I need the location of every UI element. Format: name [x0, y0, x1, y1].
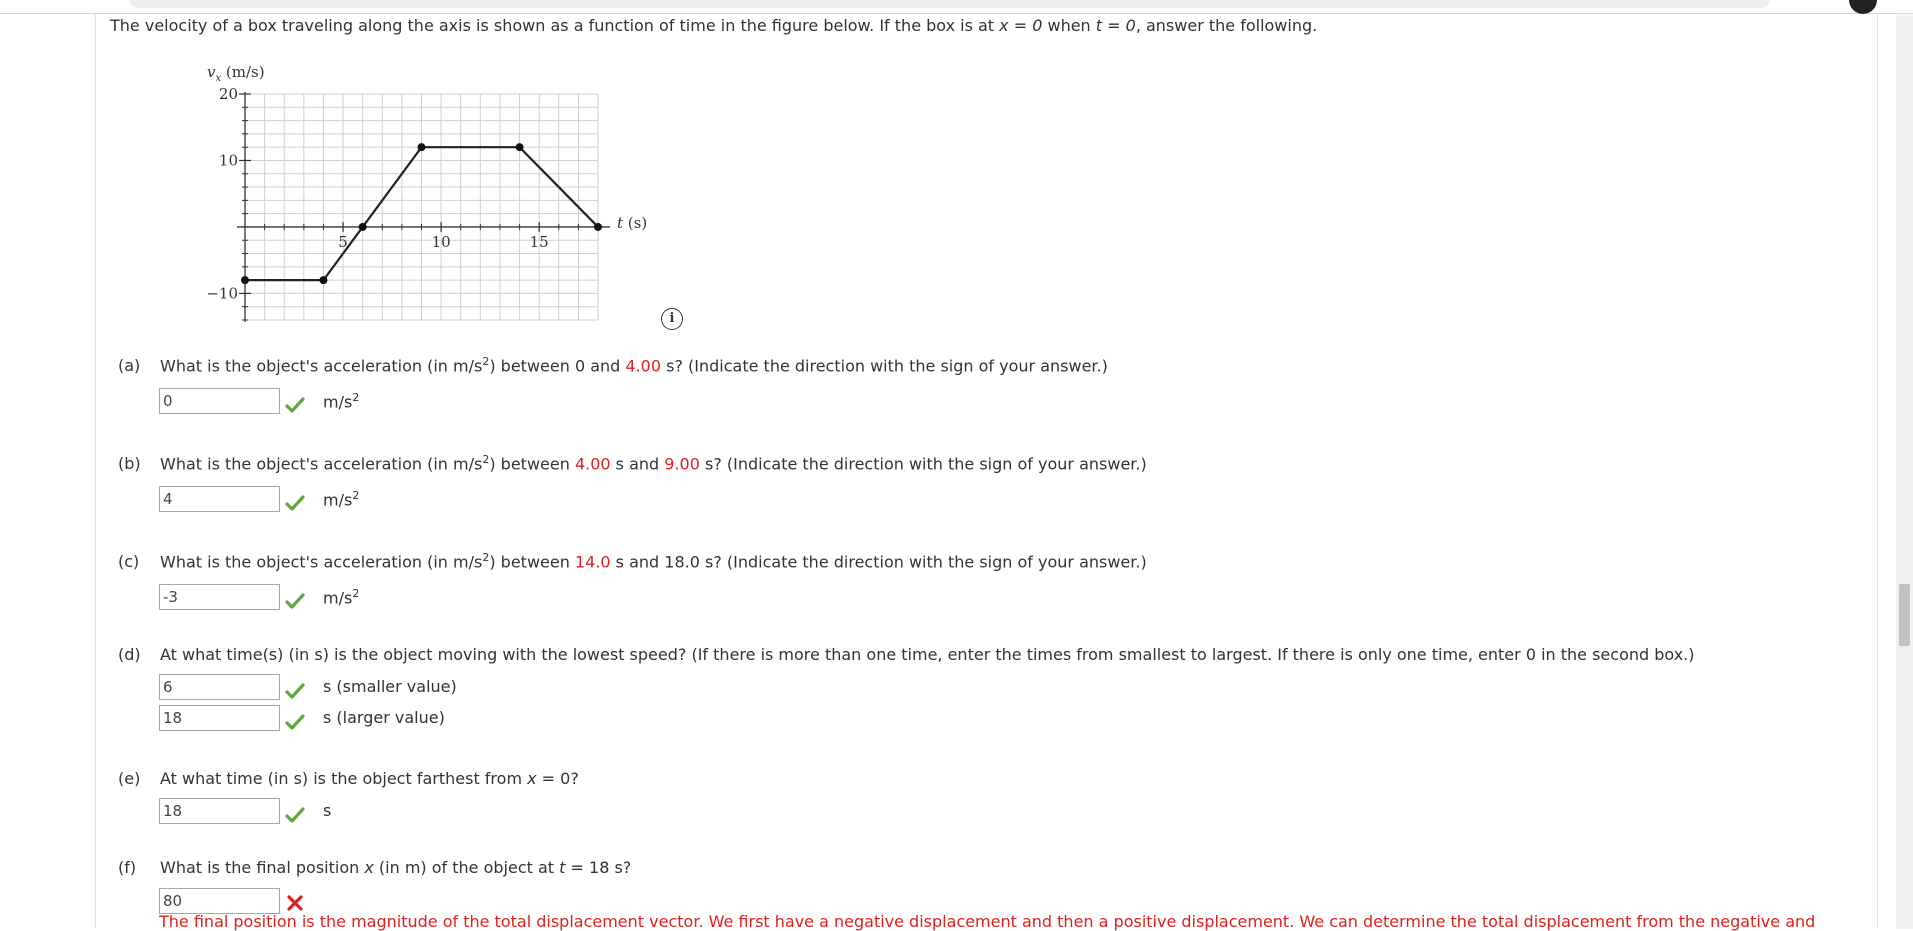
answer-b-input[interactable]: [159, 486, 280, 512]
unit-b: m/s: [323, 490, 353, 510]
scrollbar-thumb[interactable]: [1899, 584, 1910, 646]
question-e: [118, 769, 579, 788]
page-scrollbar[interactable]: [1896, 14, 1913, 929]
answer-d1-unit: s (smaller value): [323, 677, 457, 696]
answer-d2-input[interactable]: [159, 705, 280, 731]
answer-f-input[interactable]: [159, 888, 280, 914]
y-tick-label: −10: [206, 284, 238, 303]
question-a-value-1: 4.00: [625, 356, 662, 376]
answer-c-input[interactable]: [159, 584, 280, 610]
address-bar[interactable]: [130, 0, 1770, 8]
question-e-text-2: = 0?: [536, 769, 579, 788]
answer-a-unit: [323, 391, 359, 411]
answer-e-input[interactable]: [159, 798, 280, 824]
y-tick-label: 20: [218, 85, 238, 103]
sup-2: 2: [352, 391, 360, 404]
question-f-label: (f): [118, 858, 137, 877]
question-b-label: (b): [118, 454, 141, 474]
question-f-text: What is the final position: [160, 858, 365, 877]
question-a-text: What is the object's acceleration (in m/s: [160, 356, 483, 376]
browser-top-bar: [0, 0, 1913, 14]
question-c-value-1: 14.0: [574, 552, 611, 572]
check-icon: [285, 494, 305, 512]
unit-c: m/s: [323, 588, 353, 608]
question-c-label: (c): [118, 552, 140, 572]
intro-x-eq: x = 0: [999, 16, 1043, 35]
velocity-time-graph: [195, 58, 665, 328]
question-a-label: (a): [118, 356, 141, 376]
sup-2: 2: [482, 551, 490, 564]
check-icon: [285, 396, 305, 414]
unit-a: m/s: [323, 392, 353, 412]
cross-icon: [285, 894, 305, 912]
data-point: [594, 223, 602, 231]
question-b-text-2: ) between: [489, 454, 575, 474]
question-f-text-2: (in m) of the object at: [373, 858, 560, 877]
question-b-value-1: 4.00: [574, 454, 611, 474]
info-icon[interactable]: i: [661, 308, 683, 330]
question-a-text-3: s? (Indicate the direction with the sign of your answer.): [661, 356, 1108, 376]
answer-b-unit: [323, 489, 359, 509]
question-d: [118, 645, 1695, 664]
question-f-text-3: = 18 s?: [565, 858, 632, 877]
question-c-text-2: ) between: [489, 552, 575, 572]
answer-e-unit: s: [323, 801, 332, 820]
question-a-text-2: ) between 0 and: [489, 356, 626, 376]
question-d-text: At what time(s) (in s) is the object moving with the lowest speed? (If there is more than one time, enter the times from smallest to largest. If there is only one time, enter 0 in the second box.): [160, 645, 1695, 664]
sup-2: 2: [352, 587, 360, 600]
answer-c-unit: [323, 587, 359, 607]
x-tick-label: 10: [431, 232, 451, 251]
intro-text-2: when: [1042, 16, 1096, 35]
intro-text-3: , answer the following.: [1135, 16, 1318, 35]
check-icon: [285, 682, 305, 700]
sup-2: 2: [482, 453, 490, 466]
question-b-text-3: s and: [610, 454, 665, 474]
question-c: [118, 551, 1147, 571]
x-tick-label: 5: [338, 232, 348, 251]
problem-statement: [110, 16, 1317, 35]
question-a: [118, 355, 1108, 375]
question-f-x-var: x: [364, 858, 374, 877]
intro-text-1: The velocity of a box traveling along the axis is shown as a function of time in the figure below. If the box is at: [110, 16, 1000, 35]
check-icon: [285, 592, 305, 610]
y-axis-label: $v_x$ (m/s): [207, 63, 265, 84]
profile-avatar[interactable]: [1849, 0, 1877, 14]
question-b-text: What is the object's acceleration (in m/s: [160, 454, 483, 474]
question-b-value-2: 9.00: [664, 454, 700, 474]
data-point: [418, 143, 426, 151]
check-icon: [285, 806, 305, 824]
intro-t-eq: t = 0: [1095, 16, 1136, 35]
graph-axes: [237, 92, 610, 322]
question-f-t-var: t: [559, 858, 566, 877]
question-e-text: At what time (in s) is the object farthest from: [160, 769, 528, 788]
question-c-text: What is the object's acceleration (in m/s: [160, 552, 483, 572]
answer-d1-input[interactable]: [159, 674, 280, 700]
x-axis-label: t (s): [617, 214, 648, 232]
question-e-x-eq: x: [527, 769, 537, 788]
question-d-label: (d): [118, 645, 141, 664]
data-point: [516, 143, 524, 151]
y-tick-label: 10: [218, 151, 238, 170]
graph-grid: [245, 94, 598, 320]
question-f: [118, 858, 631, 877]
answer-f-feedback: The final position is the magnitude of the total displacement vector. We first have a negative displacement and then a positive displacement. We can determine the total displacement from the negative and: [159, 912, 1816, 931]
question-b-text-4: s? (Indicate the direction with the sign of your answer.): [699, 454, 1147, 474]
question-c-text-3: s and 18.0 s? (Indicate the direction with the sign of your answer.): [610, 552, 1147, 572]
x-tick-label: 15: [529, 232, 549, 251]
question-e-label: (e): [118, 769, 141, 788]
data-point: [359, 223, 367, 231]
question-b: [118, 453, 1147, 473]
data-point: [241, 276, 249, 284]
sup-2: 2: [482, 355, 490, 368]
answer-a-input[interactable]: [159, 388, 280, 414]
sup-2: 2: [352, 489, 360, 502]
check-icon: [285, 713, 305, 731]
data-point: [319, 276, 327, 284]
answer-d2-unit: s (larger value): [323, 708, 445, 727]
